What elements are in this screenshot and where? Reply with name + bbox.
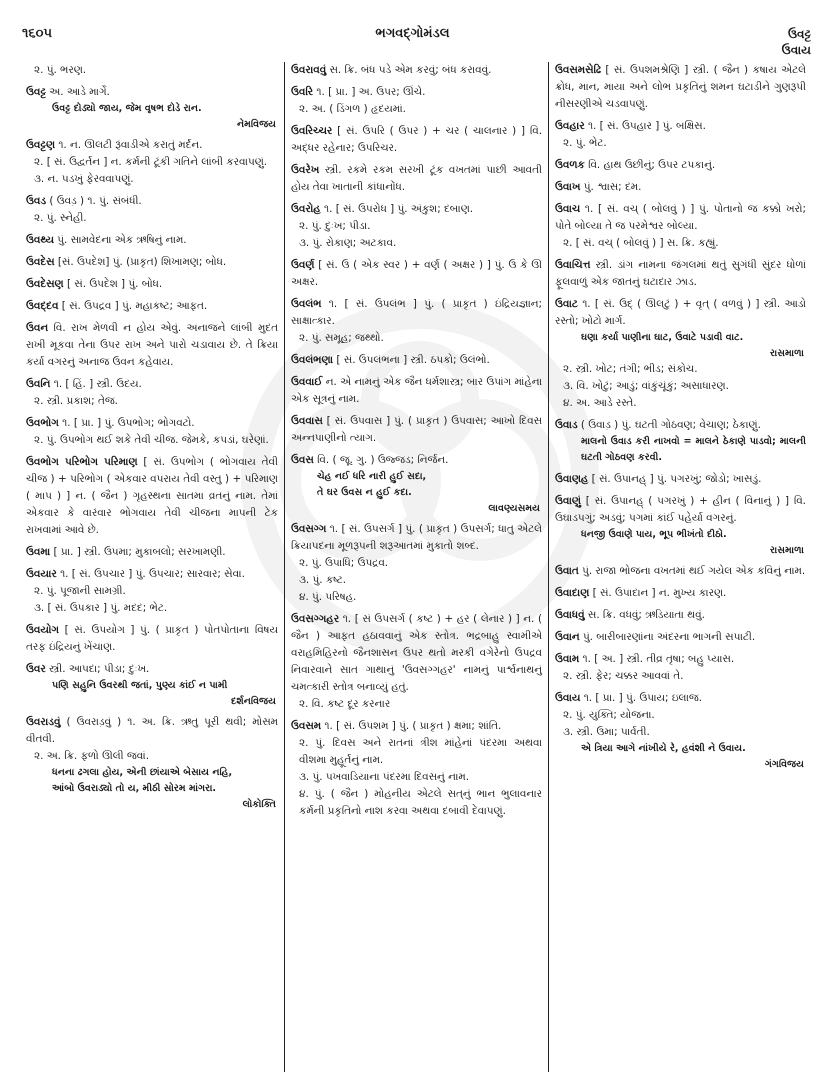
definition: વિ. રાખ મેળવી ન હોય એવું. અનાજને લાંબી મુદત રાખી મૂકવા તેના ઉપર રાખ અને પારો ચડાવાય છે. તે ક્રિયા કર્યા વગરનું અનાજ ઉવન કહેવાય. (26, 322, 278, 368)
dictionary-entry (555, 471, 806, 488)
dictionary-entry (291, 162, 542, 196)
definition: ૧. [ અ. ] સ્ત્રી. તીવ્ર તૃષા; બહુ પ્યાસ. (582, 653, 735, 665)
entry-main-line (555, 62, 806, 113)
dictionary-entry (26, 622, 278, 656)
sub-sense: ૨. [ સં. ઉદ્વર્તન ] ન. કર્મની ટૂંકી ગતિને લાંબી કરવાપણું. (34, 156, 268, 168)
definition: સ્ત્રી. ડાંગ નામના જંગલમાં થતું સુગંધી સુંદર ધોળાં ફૂલવાળું એક જાતનું ઘટાદાર ઝાડ. (555, 259, 806, 288)
sub-sense: ૪. અ. આડે રસ્તે. (563, 397, 637, 409)
dictionary-columns (20, 62, 812, 1072)
citation-source: દર્શનવિજય (231, 696, 276, 707)
headword: ઉવરોહ (291, 203, 321, 215)
dictionary-entry (26, 193, 278, 227)
entry-main-line (26, 193, 278, 210)
dictionary-entry (26, 544, 278, 561)
citation-quote: ધનના ઢગલા હોય, એની છાંયાએ બેસાય નહિ, (52, 767, 233, 778)
dictionary-entry (555, 585, 806, 602)
definition: [ સં. ઉપાનહ્ ] પું. પગરખું; જોડો; ખાસડું. (591, 473, 762, 485)
citation-quote: પણિ સહુનિ ઉવરથી જતાં, પુણ્ય કાંઈ ન પામી (52, 680, 228, 691)
citation-source: લોકોક્તિ (242, 799, 276, 810)
headword: ઉવયાર (26, 568, 57, 580)
citation-quote: માલનો ઉવાડ કરી નાખવો = માલને ઠેકાણે પાડવો; માલની ઘટતી ગોઠવણ કરવી. (581, 436, 806, 463)
headword: ઉવાચ (555, 203, 581, 215)
headword: ઉવસગ્ગ (291, 523, 327, 535)
headword: ઉવસગ્ગહર (291, 613, 340, 625)
entry-main-line (291, 521, 542, 555)
dictionary-entry (291, 201, 542, 252)
dictionary-entry (555, 690, 806, 772)
entry-main-line (291, 201, 542, 218)
entry-main-line (26, 376, 278, 393)
definition: ૧. [ પ્રા. ] અ. ઉપર; ઊંચે. (316, 86, 426, 98)
dictionary-entry (26, 84, 278, 132)
guide-word-last: ઉવાય (781, 43, 811, 57)
definition: ૧. [ હિં. ] સ્ત્રી. ઉદય. (53, 378, 142, 390)
dictionary-entry (555, 296, 806, 412)
entry-main-line (555, 651, 806, 668)
sub-sense: ૩. [ સં. ઉપકાર ] પું. મદદ; ભેટ. (34, 602, 168, 614)
headword: ઉવલંભ (291, 298, 322, 310)
sub-sense: ૨. પું. દિવસ અને રાતનાં ત્રીશ માંહેનાં પંદરમા અથવા વીશમા મુહૂર્તનું નામ. (299, 737, 542, 766)
definition: ૧. [ સં. ઉપલંભ ] પું. ( પ્રાકૃત ) ઇંદ્રિયજ્ઞાન; સાક્ષાત્કાર. (291, 298, 542, 327)
definition: [ સં. ઉપયોગ ] પું. ( પ્રાકૃત ) પોતપોતાના વિષય તરફ ઇંદ્રિયનું ખેંચાણ. (26, 624, 278, 653)
headword: ઉવાણું (555, 495, 581, 507)
dictionary-entry (291, 296, 542, 347)
entry-main-line (555, 257, 806, 291)
page-title: ભગવદ્ગોમંડલ (375, 26, 450, 41)
entry-main-line (555, 493, 806, 527)
headword: ઉવાચિત્ત (555, 259, 591, 271)
entry-main-line (555, 563, 806, 580)
sub-sense: ૨. સ્ત્રી. ખોટ; તંગી; ભીડ; સંકોચ. (563, 363, 698, 375)
entry-main-line (26, 84, 278, 101)
dictionary-entry (291, 84, 542, 118)
citation-source: ગંગવિજય (764, 759, 804, 770)
definition: [ સં. ઉપદ્રવ ] પું. મહાકષ્ટ; આફત. (61, 300, 208, 312)
sub-sense: ૨. પું. ઉપાધિ; ઉપદ્રવ. (299, 557, 389, 569)
entry-main-line (291, 413, 542, 447)
entry-main-line (555, 179, 806, 196)
definition: ( ઉવરાડ઼વું ) ૧. અ. ક્રિ. ઋતુ પૂરી થવી; મોસમ વીતવી. (26, 716, 278, 745)
citation-quote: ચેહ નઈ ધરિ નારી હુઈ સદા, (317, 471, 427, 482)
entry-main-line (555, 690, 806, 707)
headword: ઉવટ્ટણ (26, 139, 56, 151)
dictionary-entry (26, 376, 278, 410)
dictionary-entry (26, 232, 278, 249)
dictionary-entry (555, 118, 806, 152)
dictionary-entry (555, 493, 806, 558)
headword: ઉવહાર (555, 120, 585, 132)
dictionary-entry (26, 415, 278, 449)
dictionary-entry (291, 452, 542, 516)
sub-sense: ૩. પું. રોકાણ; અટકાવ. (299, 237, 397, 249)
headword: ઉવાણહ (555, 473, 589, 485)
entry-main-line (26, 254, 278, 271)
definition: [ સં. ઉપશમશ્રેણિ ] સ્ત્રી. ( જૈન ) કષાય એટલે ક્રોધ, માન, માયા અને લોભ પ્રકૃતિનું શમન ઘટાડીને ગુણરૂપી નીસરણીએ ચડવાપણું. (555, 64, 806, 110)
headword: ઉવવાસ (291, 415, 323, 427)
definition: [સં. ઉપદેશ] પું. (પ્રાકૃત) શિખામણ; બોધ. (57, 256, 227, 268)
headword: ઉવરાવવું (291, 64, 327, 76)
entry-main-line (26, 232, 278, 249)
headword: ઉવાદાણ (555, 587, 590, 599)
definition: ૧. [ સં. ઉપહાર ] પું. બક્ષિસ. (587, 120, 706, 132)
entry-main-line (26, 137, 278, 154)
definition: [ પ્રા. ] સ્ત્રી. ઉપમા; મુકાબલો; સરખામણી. (53, 546, 226, 558)
entry-main-line (26, 661, 278, 678)
definition: ૧. [ સં. ઉપસર્ગ ] પું. ( પ્રાકૃત ) ઉપસર્ગ; ધાતુ એટલે ક્રિયાપદના મૂળરૂપની શરૂઆતમાં મુકાતો શબ્દ. (291, 523, 542, 552)
headword: ઉવરાડવું (26, 716, 61, 728)
dictionary-entry (555, 157, 806, 174)
column-right (548, 62, 812, 1072)
guide-word-first: ઉવટ્ટ (787, 27, 811, 41)
sub-sense: ૨. અ. ક્રિ. ફળો ઊલી જવાં. (34, 750, 150, 762)
dictionary-entry (555, 417, 806, 466)
definition: ( ઉવડ઼ ) ૧. પું. સંબંધી. (49, 195, 142, 207)
headword: ઉવદ્દવ (26, 300, 59, 312)
dictionary-entry (291, 123, 542, 157)
definition: ૧. [ સં. ઉપરોધ ] પું. અંકુશ; દબાણ. (324, 203, 474, 215)
entry-main-line (555, 157, 806, 174)
entry-main-line (555, 118, 806, 135)
entry-main-line (291, 257, 542, 291)
sub-sense: ૨. પું. યુક્તિ; યોજના. (563, 709, 655, 721)
sub-sense: ૩. સ્ત્રી. ઉમા; પાર્વતી. (563, 726, 650, 738)
definition: ૧. ન. ઊલટી રૂંવાડીએ કરાતું મર્દન. (58, 139, 203, 151)
entry-main-line (26, 415, 278, 432)
definition: ૧. [ સં. વચ્ ( બોલવું ) ] પું. પોતાનો જ કક્કો ખરો; પોતે બોલ્યા તે જ પરમેશ્વર બોલ્યા. (555, 203, 806, 232)
sub-sense: ૨. પું. ઉપભોગ થઈ શકે તેવી ચીજ. જેમકે, કપડાં, ઘરેણાં. (34, 434, 269, 446)
page-number: ૧૬૦૫ (22, 26, 53, 41)
definition: પું. બારીબારણાંના અંદરના ભાગની સપાટી. (582, 631, 756, 643)
dictionary-entry (291, 611, 542, 713)
sub-sense: ૨. પું. સ્નેહી. (34, 212, 87, 224)
citation-quote: તે ઘર ઉવસ ન હુઈ કદા. (317, 487, 412, 498)
entry-main-line (26, 714, 278, 748)
definition: વિ. ( જૂ. ગુ. ) ઉજ્જડ; નિર્જન. (317, 454, 449, 466)
citation-quote: ઘણા કર્યા પાણીના ઘાટ, ઉવાટે પડાવી વાટ. (581, 332, 744, 343)
entry-main-line (291, 162, 542, 196)
citation-quote: આંબો ઉવરાડ્યો તો ય, મીઠી સોરમ માંગરા. (52, 783, 217, 794)
dictionary-entry (291, 413, 542, 447)
definition: પું. રાજા ભોજના વખતમાં થઈ ગયેલ એક કવિનું નામ. (582, 565, 806, 577)
citation-source: નેમવિજય (237, 119, 276, 130)
definition: અ. આડે માર્ગે. (49, 86, 110, 98)
sub-sense: ૨. પું. ભેટ. (563, 137, 607, 149)
definition: ૧. [ સં. ઉપચાર ] પું. ઉપચાર; સારવાર; સેવા. (60, 568, 245, 580)
headword: ઉવડ (26, 195, 47, 207)
headword: ઉવાખ (555, 181, 581, 193)
citation-source: રાસમાળા (769, 545, 804, 556)
page-header (0, 0, 825, 56)
dictionary-entry (555, 201, 806, 252)
column-middle (284, 62, 548, 1072)
dictionary-entry (555, 563, 806, 580)
entry-main-line (291, 452, 542, 469)
headword: ઉવાટ (555, 298, 578, 310)
definition: ( ઉવાડ઼ ) પું. ઘટતી ગોઠવણ; વેચાણ; ઠેકાણું. (580, 419, 761, 431)
headword: ઉવલંભણા (291, 354, 334, 366)
sub-sense: ૨. વિ. કષ્ટ દૂર કરનાર (299, 698, 391, 710)
headword: ઉવસ (291, 454, 314, 466)
dictionary-entry (26, 661, 278, 709)
headword: ઉવળક (555, 159, 585, 171)
headword: ઉવભોગ પરિભોગ પરિમાણ (26, 456, 138, 468)
dictionary-entry (26, 298, 278, 315)
headword: ઉવથ્ય (26, 234, 54, 246)
sub-sense: ૨. અ. ( ડિંગળ ) હૃદયમાં. (299, 103, 406, 115)
entry-main-line (26, 298, 278, 315)
headword: ઉવર્ણ (291, 259, 315, 271)
headword: ઉવદેસણ (26, 278, 64, 290)
sub-sense: ૪. પું. પરિષહ. (299, 591, 357, 603)
sub-sense: ૨. પું. ભરણ. (34, 64, 87, 76)
entry-main-line (555, 607, 806, 624)
dictionary-entry (26, 254, 278, 271)
definition: ૧. [ સં ઉપસર્ગ ( કષ્ટ ) + હર ( લેનાર ) ] ન. ( જૈન ) આફત હઠાવવાનું એક સ્તોત્ર. ભદ્રબાહુ સ્વામીએ વરાહમિહિરનો જૈનશાસન ઉપર થતો મરકી વગેરેનો ઉપદ્રવ નિવારવાને સાત ગાથાનું 'ઉવસગ્ગહર' નામનું પાર્શ્વનાથનું ચમત્કારી સ્તોત્ર બનાવ્યું હતું. (291, 613, 543, 693)
sub-sense: ૨. [ સં. વચ્ ( બોલવું ) ] સ. ક્રિ. કહ્યું. (563, 237, 719, 249)
dictionary-entry (291, 718, 542, 820)
entry-main-line (26, 276, 278, 293)
citation-quote: ઉવટ્ટ દોડ્યો જાય, જેમ વૃષભ દોડે રાન. (52, 103, 202, 114)
definition: પું. સામવેદના એક ઋષિનું નામ. (57, 234, 187, 246)
citation-quote: એ ત્રિયા આગે નાંખીયે રે, હવંશી ને ઉવાય. (581, 743, 746, 754)
definition: [ સં. ઉપલંભના ] સ્ત્રી. ઠપકો; ઉલંભો. (336, 354, 490, 366)
entry-main-line (26, 622, 278, 656)
headword: ઉવામ (555, 653, 580, 665)
dictionary-entry (26, 276, 278, 293)
definition: [ સં. ઉપદેશ ] પું. બોધ. (66, 278, 163, 290)
definition: [ સં. ઉપાદાન ] ન. મુખ્ય કારણ. (592, 587, 727, 599)
entry-main-line (555, 201, 806, 235)
entry-main-line (291, 352, 542, 369)
dictionary-entry (26, 714, 278, 812)
dictionary-entry (555, 179, 806, 196)
headword: ઉવાન (555, 631, 580, 643)
headword: ઉવર (26, 663, 46, 675)
definition: સ. ક્રિ. વધવું; ઋડિયાતા થવું. (587, 609, 705, 621)
dictionary-entry (555, 629, 806, 646)
entry-main-line (555, 471, 806, 488)
citation-source: રાસમાળા (769, 348, 804, 359)
entry-main-line (555, 417, 806, 434)
definition: સ. ક્રિ. બંધ પડે એમ કરવું; બંધ કરાવવું. (329, 64, 492, 76)
entry-main-line (26, 544, 278, 561)
definition: સ્ત્રી. રકમે રકમ સરખી ટૂંક વખતમાં પાછી આવતી હોય તેવા ખાતાની કાંધાનોંધ. (291, 164, 542, 193)
sub-sense: ૨. સ્ત્રી. ફેર; ચક્કર આવવાં તે. (563, 670, 684, 682)
entry-main-line (26, 320, 278, 371)
headword: ઉવભોગ (26, 417, 59, 429)
headword: ઉવદેસ (26, 256, 55, 268)
headword: ઉવાય (555, 692, 581, 704)
guide-words (782, 26, 811, 58)
headword: ઉવવાઈ (291, 376, 323, 388)
dictionary-entry (291, 521, 542, 606)
entry-main-line (555, 296, 806, 330)
definition: ૧. [ સં. ઉપશમ ] પું. ( પ્રાકૃત ) ક્ષમા; શાંતિ. (324, 720, 502, 732)
headword: ઉવન (26, 322, 49, 334)
headword: ઉવટ્ટ (26, 86, 46, 98)
sub-sense: ૪. પું. ( જૈન ) મોહનીય એટલે સત્‌નું ભાન ભુલાવનાર કર્મની પ્રકૃતિનો નાશ કરવા અથવા દબાવી દેવાપણું. (299, 788, 542, 817)
dictionary-entry (291, 257, 542, 291)
entry-main-line (291, 84, 542, 101)
sub-sense: ૩. પું. પખવાડિયાના પંદરમા દિવસનું નામ. (299, 771, 469, 783)
entry-main-line (291, 62, 542, 79)
definition: ન. એ નામનું એક જૈન ધર્મશાસ્ત્ર; બાર ઉપાંગ માંહેના એક સૂત્રનું નામ. (291, 376, 542, 405)
definition: [ સં. ઉપરિ ( ઉપર ) + ચર ( ચાલનાર ) ] વિ. અદ્ધર રહેનાર; ઉપરિચર. (291, 125, 542, 154)
citation-source: લાવણ્યસમય (488, 503, 540, 514)
dictionary-entry (26, 62, 278, 79)
dictionary-entry (555, 651, 806, 685)
dictionary-entry (26, 454, 278, 539)
definition: ૧. [ સં. ઉદ્ ( ઊલટું ) + વૃત્ ( વળવું ) ] સ્ત્રી. આડો રસ્તો; ખોટો માર્ગ. (555, 298, 806, 327)
definition: ૧. [ પ્રા. ] પું. ઉપાય; ઇલાજ. (583, 692, 703, 704)
dictionary-entry (555, 257, 806, 291)
sub-sense: ૨. પું. પૂજાની સામગ્રી. (34, 585, 126, 597)
definition: [ સં. ઉપભોગ ( ભોગવાય તેવી ચીજ ) + પરિભોગ ( એકવાર વપરાય તેવી વસ્તુ ) + પરિમાણ ( માપ ) ] ન. ( જૈન ) ગૃહસ્થના સાતમા વ્રતનું નામ. તેમાં એકવાર કે વારંવાર ભોગવાય તેવી ચીજના માપની ટેક રાખવામાં આવે છે. (26, 456, 278, 536)
definition: સ્ત્રી. આપદા; પીડા; દુઃખ. (49, 663, 150, 675)
definition: [ સં. ઉ ( એક સ્વર ) + વર્ણ ( અક્ષર ) ] પું. ઉ કે ઊ અક્ષર. (291, 259, 542, 288)
entry-main-line (291, 374, 542, 408)
headword: ઉવમા (26, 546, 51, 558)
definition: [ સં. ઉપવાસ ] પું. ( પ્રાકૃત ) ઉપવાસ; આખો દિવસ અન્નપાણીનો ત્યાગ. (291, 415, 542, 444)
sub-sense: ૩. ન. પડખું ફેરવવાપણું. (34, 173, 134, 185)
dictionary-entry (26, 320, 278, 371)
sub-sense: ૨. સ્ત્રી. પ્રકાશ; તેજ. (34, 395, 118, 407)
definition: વિ. હાથ ઉછીનું; ઉપર ટપકાનું. (588, 159, 716, 171)
dictionary-entry (555, 62, 806, 113)
headword: ઉવરિચ્ચર (291, 125, 333, 137)
definition: [ સં. ઉપાનહ્ ( પગરખું ) + હીન ( વિનાનું ) ] વિ. ઉઘાડપગું; અડવું; પગમાં કાંઈ પહેર્યા વગરનું. (555, 495, 806, 524)
sub-sense: ૨. પું. સમૂહ; જથ્થો. (299, 332, 384, 344)
dictionary-entry (26, 137, 278, 188)
dictionary-entry (291, 374, 542, 408)
definition: ૧. [ પ્રા. ] પું. ઉપભોગ; ભોગવટો. (62, 417, 195, 429)
entry-main-line (26, 454, 278, 539)
headword: ઉવરિ (291, 86, 314, 98)
dictionary-entry (291, 62, 542, 79)
headword: ઉવાત (555, 565, 579, 577)
entry-main-line (291, 123, 542, 157)
entry-main-line (555, 585, 806, 602)
column-left (20, 62, 284, 1072)
entry-main-line (291, 296, 542, 330)
headword: ઉવનિ (26, 378, 51, 390)
sub-sense: ૩. પું. કષ્ટ. (299, 574, 347, 586)
headword: ઉવસમ (291, 720, 322, 732)
headword: ઉવાડ (555, 419, 578, 431)
definition: પું. શ્વાસ; દમ. (583, 181, 642, 193)
dictionary-entry (291, 352, 542, 369)
headword: ઉવાધવું (555, 609, 585, 621)
entry-main-line (555, 629, 806, 646)
dictionary-entry (555, 607, 806, 624)
headword: ઉવયોગ (26, 624, 60, 636)
sub-sense: ૨. પું. દુઃખ; પીડા. (299, 220, 371, 232)
entry-main-line (26, 566, 278, 583)
entry-main-line (291, 718, 542, 735)
headword: ઉવરેખ (291, 164, 320, 176)
sub-sense: ૩. વિ. ખોટું; આડું; વાંકુંચૂંકું; અસાધારણ. (563, 380, 729, 392)
dictionary-entry (26, 566, 278, 617)
entry-main-line (291, 611, 542, 696)
citation-quote: ધનજી ઉવાણે પાય, ભૂપ ભીખંતો દીઠો. (581, 529, 727, 540)
headword: ઉવસમસેઢિ (555, 64, 602, 76)
